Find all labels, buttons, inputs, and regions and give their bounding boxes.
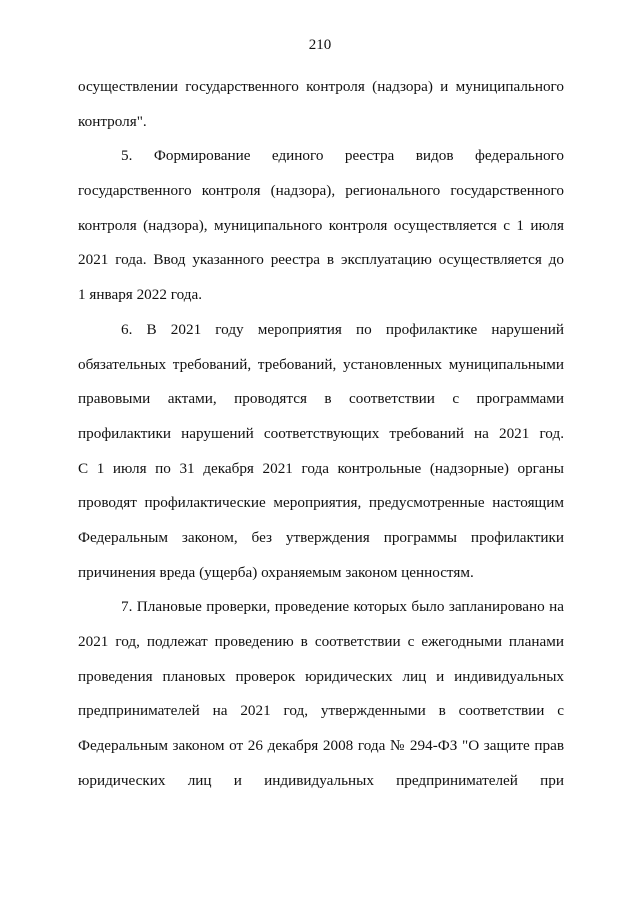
text-line: 2021 год, подлежат проведению в соответствии с ежегодными планами (78, 633, 564, 650)
text-line: проводят профилактические мероприятия, предусмотренные настоящим (78, 494, 564, 512)
text-line: 7. Плановые проверки, проведение которых было запланировано на (121, 598, 564, 616)
text-line: контроля (надзора), муниципального контроля осуществляется с 1 июля (78, 216, 564, 234)
text-line: Федеральным законом, без утверждения программы профилактики (78, 528, 564, 546)
text-line: причинения вреда (ущерба) охраняемым законом ценностям. (78, 563, 474, 581)
text-line: 6. В 2021 году мероприятия по профилактике нарушений (121, 320, 564, 338)
text-line: правовыми актами, проводятся в соответствии с программами (78, 390, 564, 408)
text-line: предпринимателей на 2021 год, утвержденными в соответствии с (78, 702, 564, 720)
paragraph-item-6 (78, 313, 564, 591)
text-line: 2021 года. Ввод указанного реестра в эксплуатацию осуществляется до (78, 251, 564, 269)
text-line: Федеральным законом от 26 декабря 2008 года № 294-ФЗ "О защите прав (78, 737, 564, 755)
paragraph-continuation (78, 70, 564, 139)
text-line: обязательных требований, требований, установленных муниципальными (78, 355, 564, 373)
text-line: юридических лиц и индивидуальных предпринимателей при (78, 771, 564, 789)
text-line: 5. Формирование единого реестра видов федерального (121, 147, 564, 165)
document-body (78, 70, 564, 798)
text-line: контроля". (78, 112, 147, 130)
text-line: государственного контроля (надзора), регионального государственного (78, 182, 564, 200)
text-line: 1 января 2022 года. (78, 286, 203, 304)
page-number: 210 (308, 37, 332, 53)
text-line: С 1 июля по 31 декабря 2021 года контрольные (надзорные) органы (78, 459, 564, 477)
text-line: проведения плановых проверок юридических лиц и индивидуальных (78, 667, 564, 685)
paragraph-item-5 (78, 139, 564, 312)
paragraph-item-7 (78, 590, 564, 798)
text-line: профилактики нарушений соответствующих требований на 2021 год. (78, 424, 564, 442)
text-line: осуществлении государственного контроля (надзора) и муниципального (78, 78, 564, 95)
